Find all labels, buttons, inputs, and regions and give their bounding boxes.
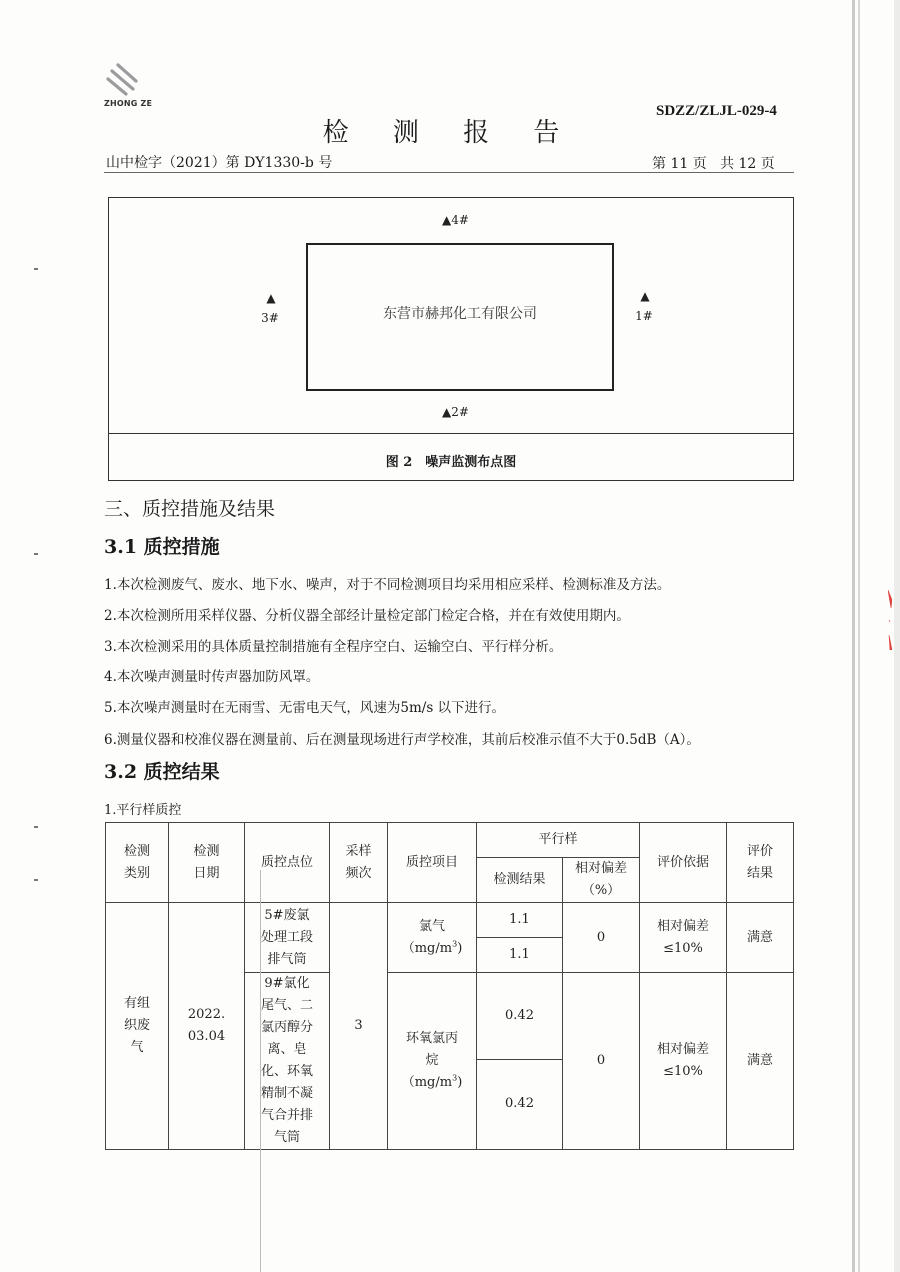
- cell-result: 0.42: [477, 973, 563, 1060]
- measure-item: 3.本次检测采用的具体质量控制措施有全程序空白、运输空白、平行样分析。: [104, 639, 563, 655]
- cell-result: 1.1: [477, 938, 563, 973]
- cell-item: 环氧氯丙烷 $(mg/m^3)$: [388, 973, 477, 1150]
- cell-basis: 相对偏差≤10%: [640, 903, 727, 973]
- table-label: 1.平行样质控: [104, 803, 182, 818]
- measure-item: 1.本次检测废气、废水、地下水、噪声，对于不同检测项目均采用相应采样、检测标准及方法。: [104, 577, 671, 593]
- scan-mark: [34, 553, 38, 555]
- cell-relative-deviation: 0: [563, 973, 640, 1150]
- measure-item: 2.本次检测所用采样仪器、分析仪器全部经计量检定部门检定合格，并在有效使用期内。: [104, 608, 630, 624]
- header-frequency: 采样频次: [330, 823, 388, 903]
- header-evaluation: 评价结果: [727, 823, 794, 903]
- cell-category: 有组织废气: [106, 903, 169, 1150]
- monitoring-point-3: ▲ 3#: [261, 291, 279, 325]
- page-indicator: [652, 153, 775, 173]
- header-result: 检测结果: [477, 858, 563, 903]
- monitoring-point-1: ▲ 1#: [635, 289, 653, 323]
- triangle-marker-icon: ▲: [640, 289, 650, 303]
- measure-item: 6.测量仪器和校准仪器在测量前、后在测量现场进行声学校准，其前后校准示值不大于0.5dB（A）。: [104, 732, 700, 748]
- section-heading: 三、质控措施及结果: [104, 498, 276, 520]
- cell-relative-deviation: 0: [563, 903, 640, 973]
- cell-result: 0.42: [477, 1059, 563, 1149]
- cell-point: 5#废氯处理工段排气筒: [245, 903, 330, 973]
- scan-mark: [34, 268, 38, 270]
- page-title: 检 测 报 告: [322, 118, 578, 148]
- red-stamp-fragment: [888, 590, 892, 650]
- logo-text: ZHONG ZE: [104, 99, 153, 108]
- cell-result: 1.1: [477, 903, 563, 938]
- subsection-heading: 3.2 质控结果: [104, 761, 220, 783]
- measure-item: 4.本次噪声测量时传声器加防风罩。: [104, 669, 320, 685]
- header-basis: 评价依据: [640, 823, 727, 903]
- cell-point: 9#氯化尾气、二氯丙醇分离、皂化、环氧精制不凝气合并排气筒: [245, 973, 330, 1150]
- header-item: 质控项目: [388, 823, 477, 903]
- company-name: 东营市赫邦化工有限公司: [383, 306, 537, 322]
- document-code: SDZZ/ZLJL-029-4: [656, 103, 777, 119]
- company-logo-icon: [104, 62, 148, 96]
- page-total: 共 12 页: [720, 156, 775, 172]
- cell-date: 2022.03.04: [169, 903, 245, 1150]
- header-divider: [104, 172, 794, 173]
- monitoring-point-4: ▲4#: [442, 213, 469, 227]
- page-current: 第 11 页: [652, 156, 707, 172]
- scan-mark: [34, 879, 38, 881]
- triangle-marker-icon: ▲: [442, 213, 452, 227]
- triangle-marker-icon: ▲: [266, 291, 276, 305]
- subsection-heading: 3.1 质控措施: [104, 536, 220, 558]
- header-relative-deviation: 相对偏差（%）: [563, 858, 640, 903]
- figure-caption-divider: [108, 433, 794, 434]
- cell-basis: 相对偏差≤10%: [640, 973, 727, 1150]
- cell-frequency: 3: [330, 903, 388, 1150]
- header-category: 检测类别: [106, 823, 169, 903]
- parallel-sample-qc-table: [105, 822, 794, 1150]
- header-date: 检测日期: [169, 823, 245, 903]
- binding-edge-line: [852, 0, 855, 1272]
- scan-artifact-line: [260, 870, 261, 1272]
- header-point: 质控点位: [245, 823, 330, 903]
- paper-edge: [894, 0, 900, 1272]
- triangle-marker-icon: ▲: [442, 405, 452, 419]
- cell-evaluation: 满意: [727, 903, 794, 973]
- cell-evaluation: 满意: [727, 973, 794, 1150]
- header-parallel-group: 平行样: [477, 823, 640, 858]
- binding-edge-line: [858, 0, 860, 1272]
- report-number: 山中检字（2021）第 DY1330-b 号: [106, 155, 333, 171]
- figure-caption: 图 2 噪声监测布点图: [385, 455, 517, 470]
- scan-mark: [34, 826, 38, 828]
- cell-item: 氯气 $(mg/m^3)$: [388, 903, 477, 973]
- measure-item: 5.本次噪声测量时在无雨雪、无雷电天气，风速为5m/s 以下进行。: [104, 700, 506, 716]
- monitoring-point-2: ▲2#: [442, 405, 469, 419]
